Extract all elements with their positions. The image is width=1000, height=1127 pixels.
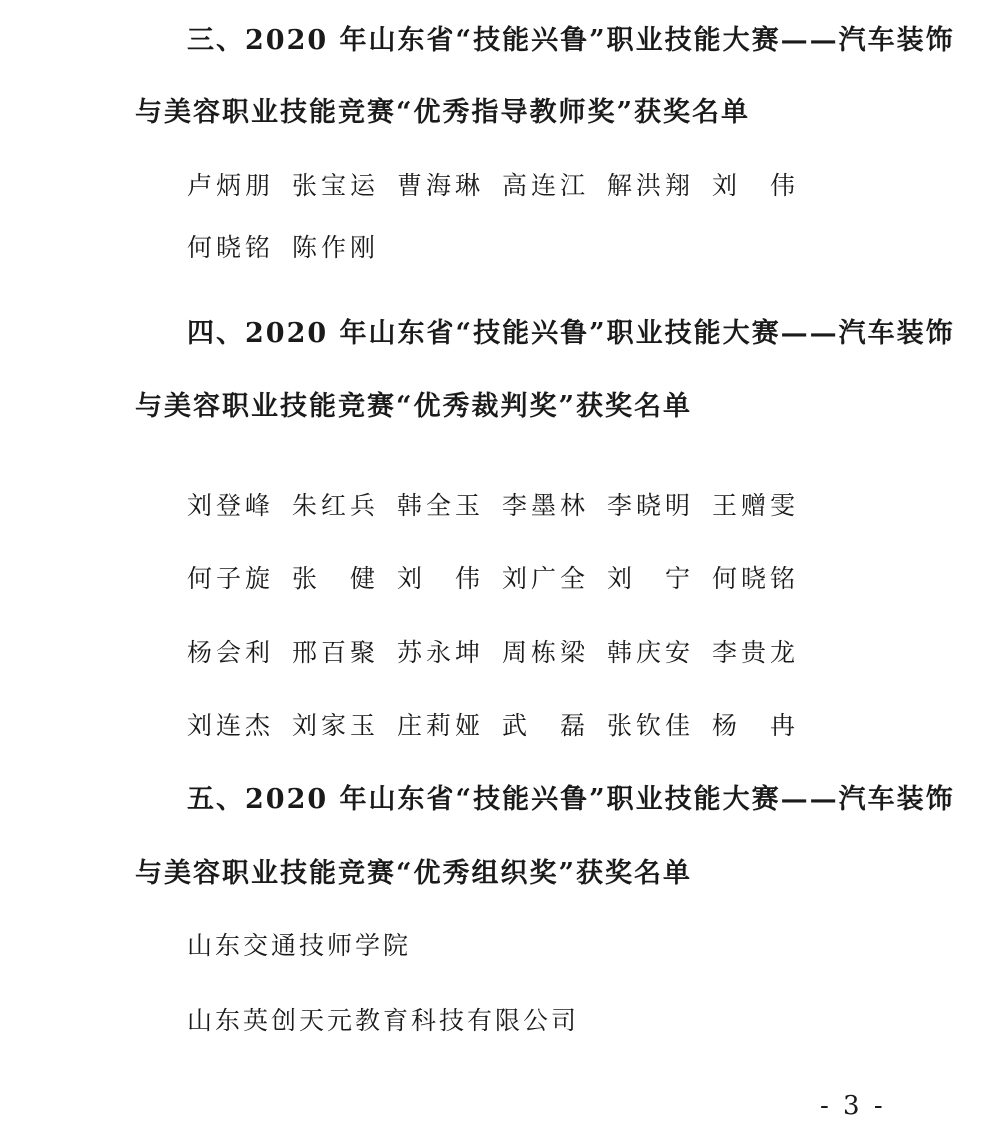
name-cell: 高连江 bbox=[502, 171, 590, 200]
name-cell: 邢百聚 bbox=[292, 638, 380, 667]
name-cell: 李晓明 bbox=[607, 491, 695, 520]
name-cell: 刘广全 bbox=[502, 564, 590, 593]
name-cell: 何子旋 bbox=[187, 564, 275, 593]
section-3-heading-line2: 与美容职业技能竞赛“优秀指导教师奖”获奖名单 bbox=[135, 97, 751, 128]
name-cell: 苏永坤 bbox=[397, 638, 485, 667]
section-5-heading-line2: 与美容职业技能竞赛“优秀组织奖”获奖名单 bbox=[135, 858, 693, 889]
name-cell: 王赠雯 bbox=[712, 491, 800, 520]
name-cell: 刘 宁 bbox=[607, 564, 695, 593]
name-cell: 刘家玉 bbox=[292, 711, 380, 740]
name-cell: 杨会利 bbox=[187, 638, 275, 667]
name-cell: 张 健 bbox=[292, 564, 380, 593]
name-cell: 刘连杰 bbox=[187, 711, 275, 740]
section-3-heading-line1: 三、2020 年山东省“技能兴鲁”职业技能大赛——汽车装饰 bbox=[187, 25, 955, 56]
name-cell: 何晓铭 bbox=[187, 233, 275, 262]
name-cell: 刘 伟 bbox=[397, 564, 485, 593]
name-cell: 李墨林 bbox=[502, 491, 590, 520]
name-cell: 曹海琳 bbox=[397, 171, 485, 200]
name-cell: 周栋梁 bbox=[502, 638, 590, 667]
org-item: 山东英创天元教育科技有限公司 bbox=[187, 1006, 580, 1035]
name-cell: 庄莉娅 bbox=[397, 711, 485, 740]
name-cell: 张宝运 bbox=[292, 171, 380, 200]
page-number: - 3 - bbox=[820, 1091, 886, 1121]
name-cell: 李贵龙 bbox=[712, 638, 800, 667]
name-cell: 韩庆安 bbox=[607, 638, 695, 667]
name-cell: 陈作刚 bbox=[292, 233, 380, 262]
section-4-heading-line1: 四、2020 年山东省“技能兴鲁”职业技能大赛——汽车装饰 bbox=[187, 318, 955, 349]
name-cell: 杨 冉 bbox=[712, 711, 800, 740]
section-5-heading-line1: 五、2020 年山东省“技能兴鲁”职业技能大赛——汽车装饰 bbox=[187, 784, 955, 815]
org-item: 山东交通技师学院 bbox=[187, 931, 412, 960]
name-cell: 武 磊 bbox=[502, 711, 590, 740]
name-cell: 张钦佳 bbox=[607, 711, 695, 740]
section-4-heading-line2: 与美容职业技能竞赛“优秀裁判奖”获奖名单 bbox=[135, 391, 693, 422]
name-cell: 刘 伟 bbox=[712, 171, 800, 200]
name-cell: 刘登峰 bbox=[187, 491, 275, 520]
name-cell: 何晓铭 bbox=[712, 564, 800, 593]
name-cell: 韩全玉 bbox=[397, 491, 485, 520]
name-cell: 朱红兵 bbox=[292, 491, 380, 520]
name-cell: 解洪翔 bbox=[607, 171, 695, 200]
name-cell: 卢炳朋 bbox=[187, 171, 275, 200]
